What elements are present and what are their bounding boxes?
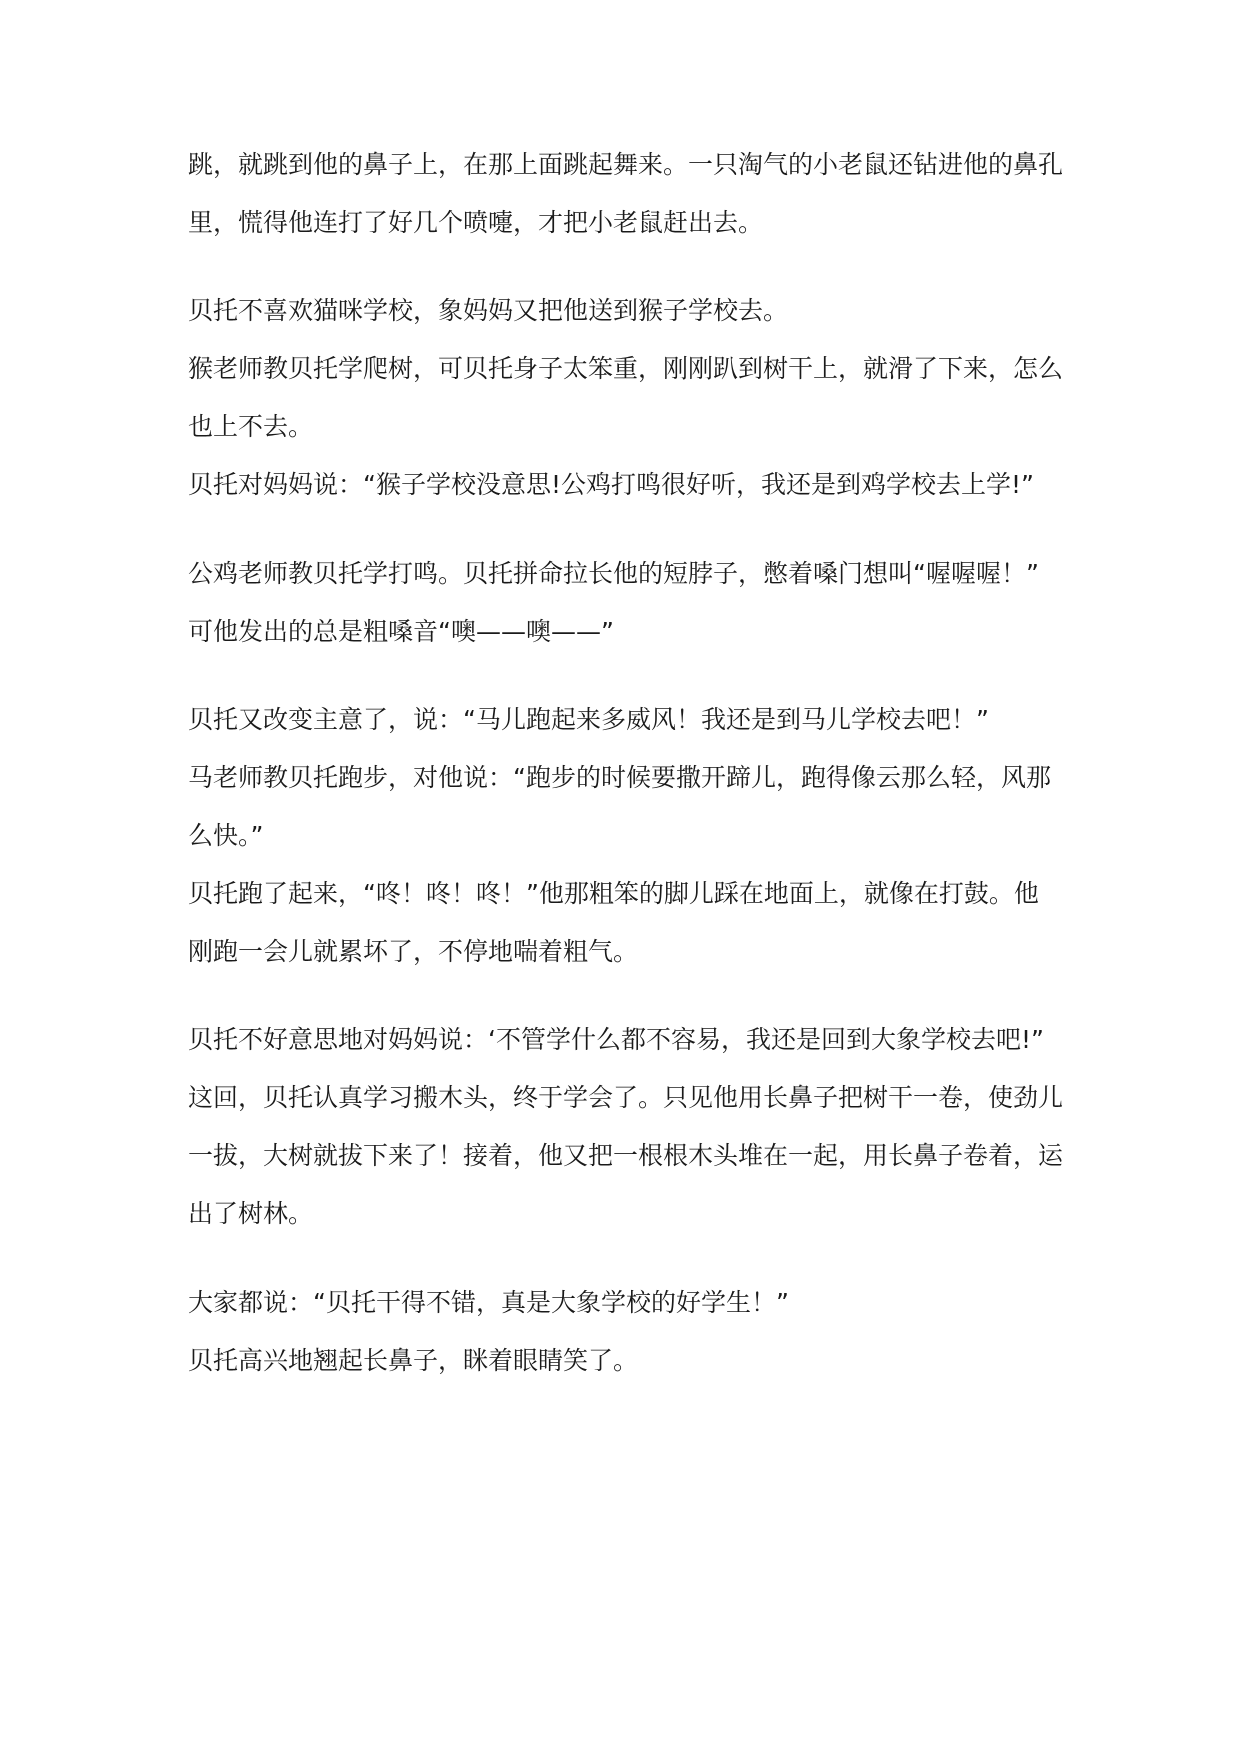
text-line: 猴老师教贝托学爬树，可贝托身子太笨重，刚刚趴到树干上，就滑了下来，怎么: [188, 354, 1064, 383]
text-line: 贝托高兴地翘起长鼻子，眯着眼睛笑了。: [188, 1346, 639, 1375]
text-line: 贝托不喜欢猫咪学校，象妈妈又把他送到猴子学校去。: [188, 296, 789, 325]
text-line: 里，慌得他连打了好几个喷嚏，才把小老鼠赶出去。: [188, 208, 764, 237]
text-line: 刚跑一会儿就累坏了，不停地喘着粗气。: [188, 937, 639, 966]
text-line: 公鸡老师教贝托学打鸣。贝托拼命拉长他的短脖子，憋着嗓门想叫“喔喔喔！”: [188, 559, 1039, 588]
text-line: 也上不去。: [188, 412, 314, 441]
text-line: 马老师教贝托跑步，对他说：“跑步的时候要撒开蹄儿，跑得像云那么轻，风那: [188, 763, 1051, 792]
text-line: 贝托对妈妈说：“猴子学校没意思!公鸡打鸣很好听，我还是到鸡学校去上学!”: [188, 470, 1034, 499]
text-line: 贝托跑了起来，“咚！咚！咚！”他那粗笨的脚儿踩在地面上，就像在打鼓。他: [188, 879, 1039, 908]
text-line: 一拔，大树就拔下来了！接着，他又把一根根木头堆在一起，用长鼻子卷着，运: [188, 1141, 1064, 1170]
text-line: 大家都说：“贝托干得不错，真是大象学校的好学生！”: [188, 1288, 789, 1317]
text-line: 可他发出的总是粗嗓音“噢——噢——”: [188, 617, 614, 646]
text-line: 跳，就跳到他的鼻子上，在那上面跳起舞来。一只淘气的小老鼠还钻进他的鼻孔: [188, 150, 1064, 179]
text-line: 出了树林。: [188, 1199, 314, 1228]
text-line: 贝托又改变主意了，说：“马儿跑起来多威风！我还是到马儿学校去吧！”: [188, 705, 989, 734]
text-line: 么快。”: [188, 821, 264, 850]
text-line: 这回，贝托认真学习搬木头，终于学会了。只见他用长鼻子把树干一卷，使劲儿: [188, 1083, 1064, 1112]
text-line: 贝托不好意思地对妈妈说：‘不管学什么都不容易，我还是回到大象学校去吧!”: [188, 1025, 1044, 1054]
